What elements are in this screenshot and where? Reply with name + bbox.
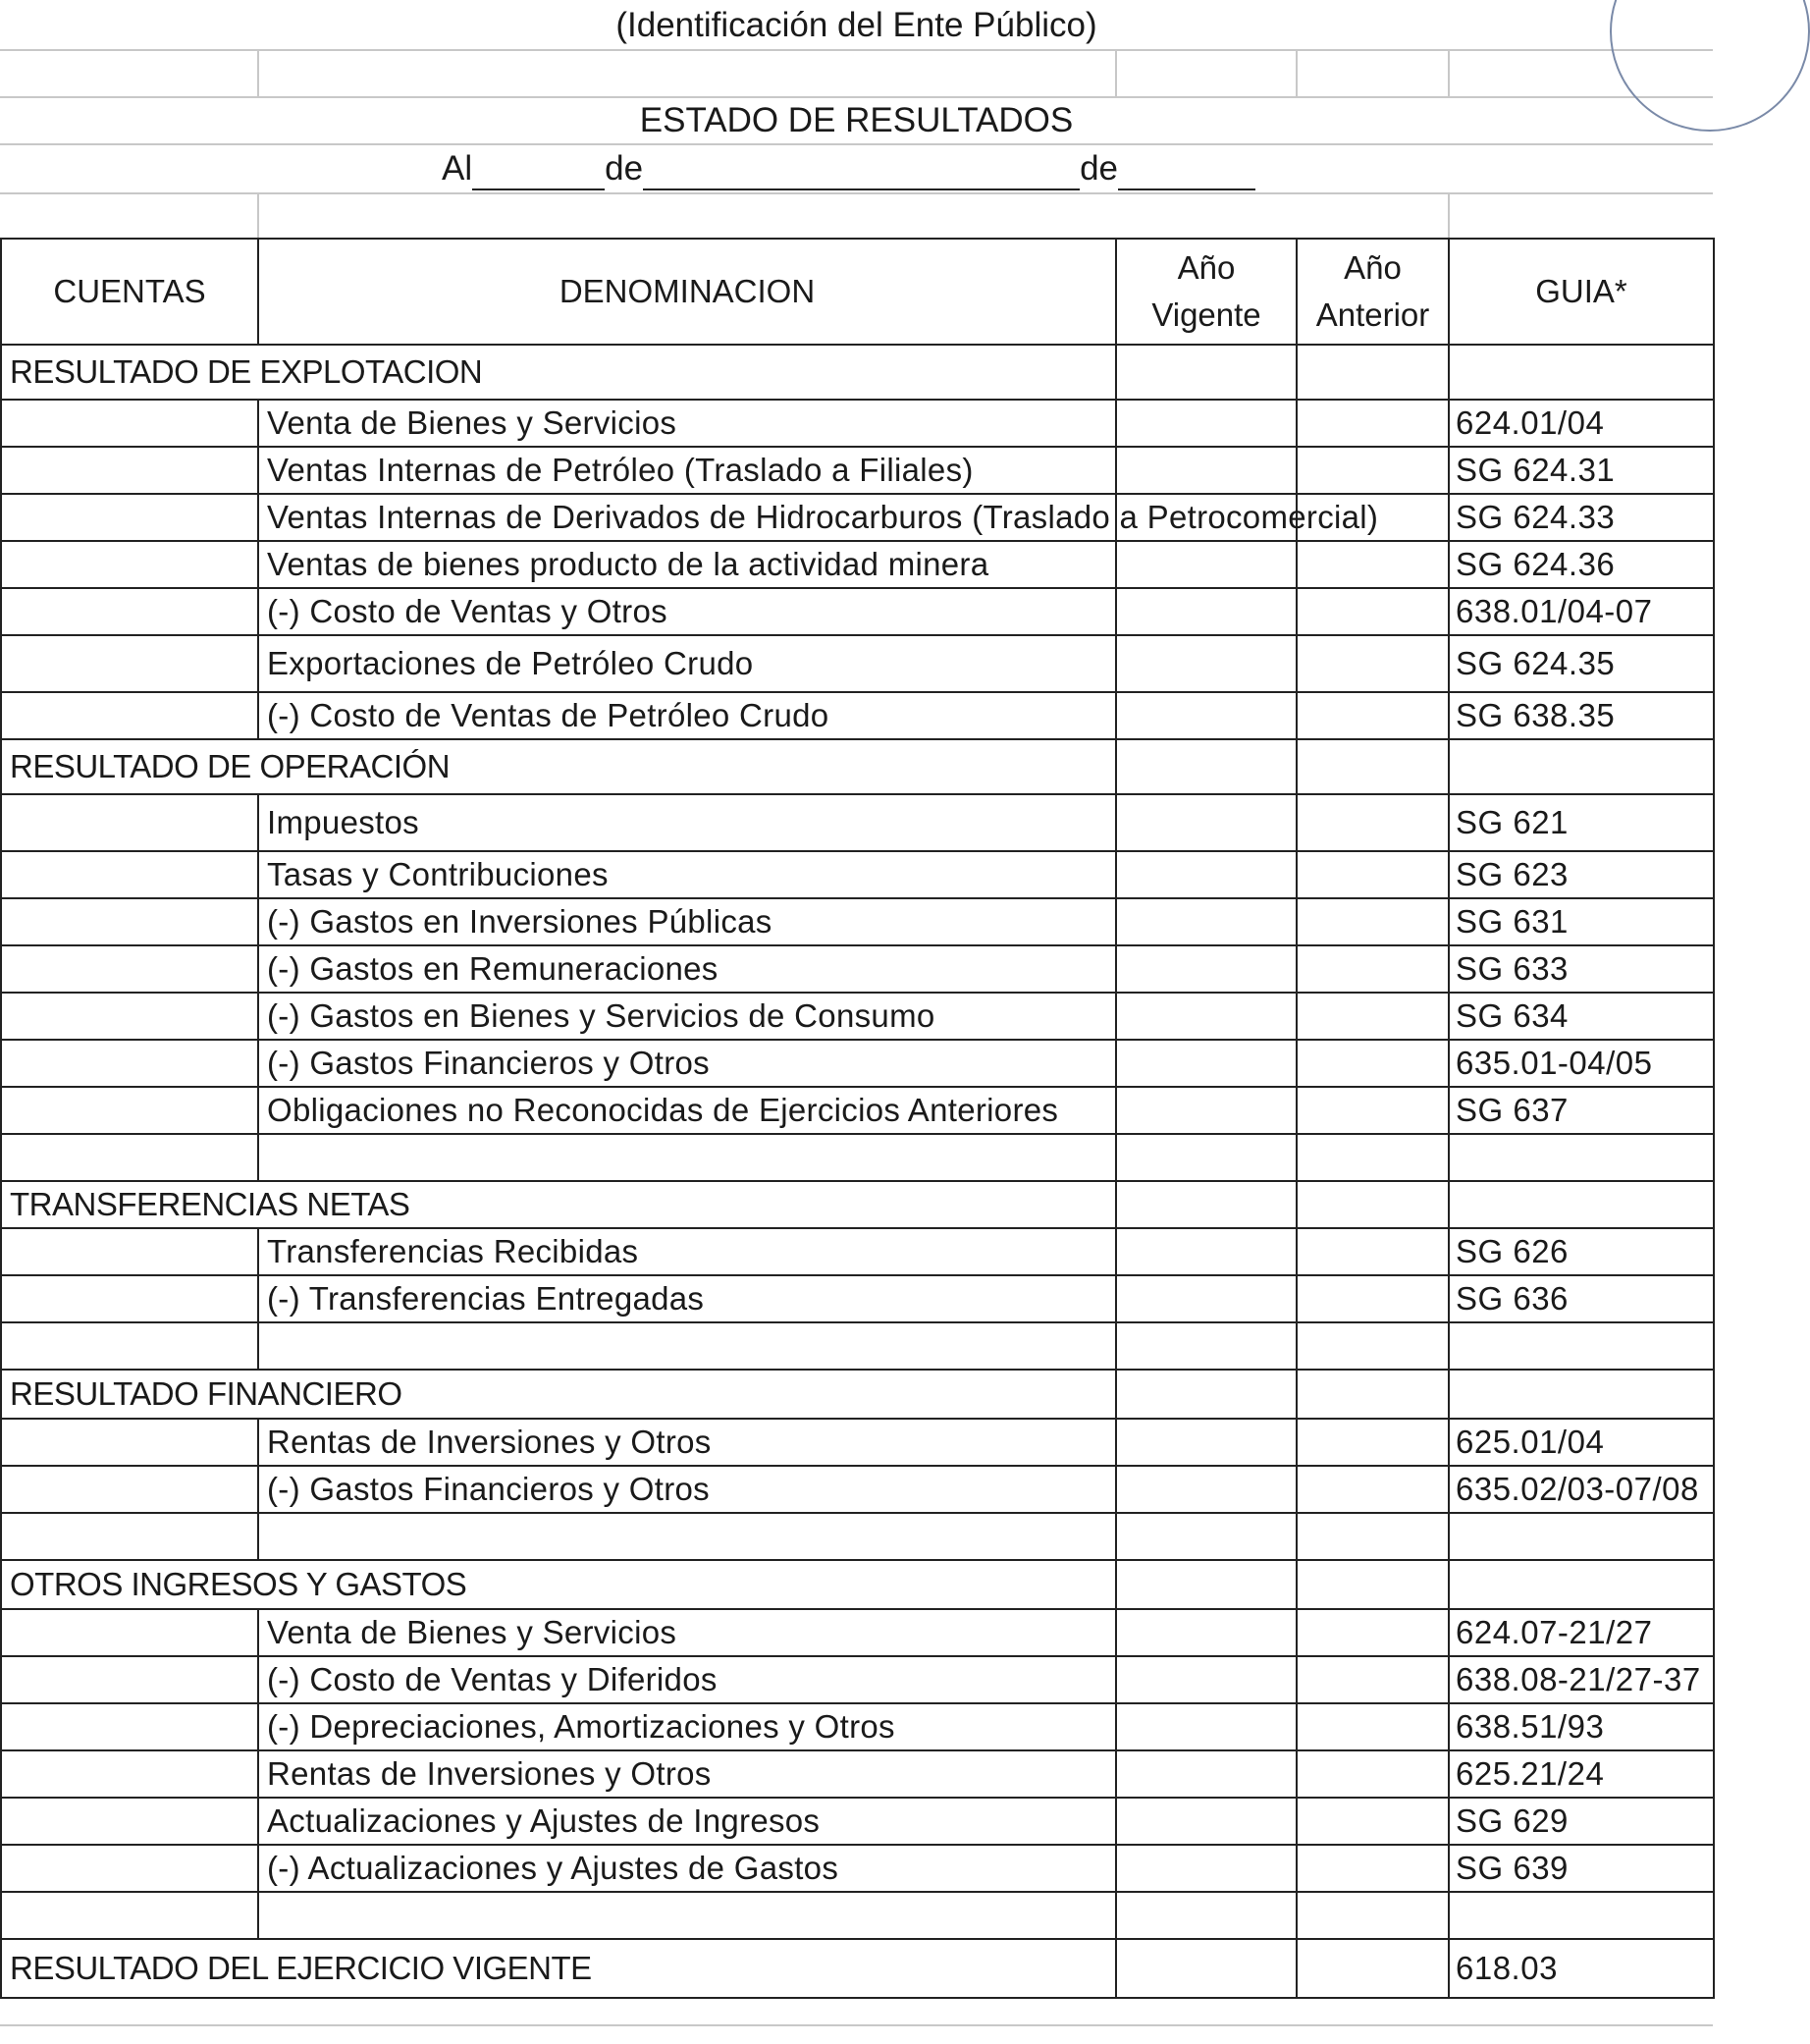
grid-line <box>257 49 259 96</box>
guia-cell: 635.02/03-07/08 <box>1449 1466 1714 1513</box>
amount-current-cell[interactable] <box>1116 400 1297 447</box>
account-row <box>1 993 1714 1040</box>
guia-cell: SG 624.33 <box>1449 494 1714 541</box>
grid-line <box>0 2024 1713 2026</box>
cuenta-cell <box>1 945 258 993</box>
denominacion-cell: Venta de Bienes y Servicios <box>258 400 1116 447</box>
amount-previous-cell[interactable] <box>1297 1040 1449 1087</box>
amount-current-cell[interactable] <box>1116 1798 1297 1845</box>
amount-previous-cell[interactable] <box>1297 945 1449 993</box>
denominacion-cell: (-) Gastos Financieros y Otros <box>258 1466 1116 1513</box>
denominacion-cell: Exportaciones de Petróleo Crudo <box>258 635 1116 692</box>
section-header-row <box>1 1181 1714 1228</box>
section-title: RESULTADO DE OPERACIÓN <box>1 739 1116 794</box>
cuenta-cell <box>1 1750 258 1798</box>
amount-current-cell[interactable] <box>1116 1419 1297 1466</box>
cuenta-cell <box>1 1040 258 1087</box>
cuenta-cell <box>1 1134 258 1181</box>
amount-previous-cell[interactable] <box>1297 1656 1449 1703</box>
cuenta-cell <box>1 447 258 494</box>
guia-cell: 624.01/04 <box>1449 400 1714 447</box>
grid-line <box>1296 49 1298 96</box>
section-header-row <box>1 1560 1714 1609</box>
guia-cell: SG 624.35 <box>1449 635 1714 692</box>
denominacion-cell: Venta de Bienes y Servicios <box>258 1609 1116 1656</box>
account-row <box>1 1656 1714 1703</box>
amount-previous-cell[interactable] <box>1297 588 1449 635</box>
guia-cell <box>1449 1370 1714 1419</box>
amount-current-cell[interactable] <box>1116 1703 1297 1750</box>
account-row <box>1 400 1714 447</box>
account-row <box>1 1845 1714 1892</box>
denominacion-cell <box>258 1322 1116 1370</box>
amount-previous-cell[interactable] <box>1297 541 1449 588</box>
amount-previous-cell[interactable] <box>1297 1798 1449 1845</box>
denominacion-cell: (-) Costo de Ventas de Petróleo Crudo <box>258 692 1116 739</box>
denominacion-cell: Obligaciones no Reconocidas de Ejercicios Anteriores <box>258 1087 1116 1134</box>
guia-cell: SG 631 <box>1449 898 1714 945</box>
amount-current-cell[interactable] <box>1116 1609 1297 1656</box>
amount-previous-cell[interactable] <box>1297 1750 1449 1798</box>
account-row <box>1 447 1714 494</box>
amount-previous-cell[interactable] <box>1297 898 1449 945</box>
col-header-denominacion: DENOMINACION <box>258 239 1116 345</box>
grid-line <box>1115 49 1117 96</box>
account-row <box>1 1275 1714 1322</box>
final-result-title: RESULTADO DEL EJERCICIO VIGENTE <box>1 1939 1116 1998</box>
amount-previous-cell[interactable] <box>1297 794 1449 851</box>
amount-previous-cell[interactable] <box>1297 1845 1449 1892</box>
account-row <box>1 1750 1714 1798</box>
amount-current-cell <box>1116 345 1297 400</box>
guia-cell: SG 626 <box>1449 1228 1714 1275</box>
guia-cell: SG 623 <box>1449 851 1714 898</box>
guia-cell: SG 624.36 <box>1449 541 1714 588</box>
entity-identification: (Identificación del Ente Público) <box>615 6 1097 44</box>
amount-current-cell[interactable] <box>1116 1656 1297 1703</box>
cuenta-cell <box>1 1513 258 1560</box>
col-header-anio-vigente <box>1116 239 1297 345</box>
cuenta-cell <box>1 1703 258 1750</box>
denominacion-cell: (-) Costo de Ventas y Otros <box>258 588 1116 635</box>
guia-cell: 638.51/93 <box>1449 1703 1714 1750</box>
amount-previous-cell[interactable] <box>1297 1228 1449 1275</box>
grid-line <box>1448 192 1450 238</box>
amount-current-cell[interactable] <box>1116 447 1297 494</box>
date-label-al: Al <box>442 149 473 188</box>
amount-previous-cell[interactable] <box>1297 1322 1449 1370</box>
date-label-de: de <box>1080 149 1118 188</box>
amount-previous-cell[interactable] <box>1297 1466 1449 1513</box>
denominacion-cell: (-) Costo de Ventas y Diferidos <box>258 1656 1116 1703</box>
guia-cell: SG 637 <box>1449 1087 1714 1134</box>
amount-previous-cell <box>1297 1370 1449 1419</box>
guia-cell: 618.03 <box>1449 1939 1714 1998</box>
account-row <box>1 1322 1714 1370</box>
amount-current-cell <box>1116 1370 1297 1419</box>
amount-current-cell[interactable] <box>1116 692 1297 739</box>
section-header-row <box>1 1370 1714 1419</box>
guia-cell <box>1449 1513 1714 1560</box>
section-title: RESULTADO FINANCIERO <box>1 1370 1116 1419</box>
denominacion-cell: (-) Gastos en Bienes y Servicios de Consumo <box>258 993 1116 1040</box>
cuenta-cell <box>1 692 258 739</box>
guia-cell <box>1449 1181 1714 1228</box>
denominacion-cell: Rentas de Inversiones y Otros <box>258 1750 1116 1798</box>
amount-current-cell[interactable] <box>1116 945 1297 993</box>
account-row <box>1 588 1714 635</box>
cuenta-cell <box>1 400 258 447</box>
col-header-text: Año <box>1177 249 1236 286</box>
guia-cell: 625.01/04 <box>1449 1419 1714 1466</box>
cuenta-cell <box>1 851 258 898</box>
guia-cell: SG 621 <box>1449 794 1714 851</box>
denominacion-cell: Ventas Internas de Petróleo (Traslado a Filiales) <box>258 447 1116 494</box>
date-line <box>442 147 1276 190</box>
column-header-row <box>1 239 1714 345</box>
year-blank[interactable] <box>1118 159 1255 190</box>
amount-current-cell[interactable] <box>1116 541 1297 588</box>
cuenta-cell <box>1 898 258 945</box>
denominacion-cell <box>258 1134 1116 1181</box>
amount-current-cell[interactable] <box>1116 1513 1297 1560</box>
amount-previous-cell[interactable] <box>1297 1134 1449 1181</box>
account-row <box>1 794 1714 851</box>
guia-cell: 638.01/04-07 <box>1449 588 1714 635</box>
section-header-row <box>1 345 1714 400</box>
col-header-guia: GUIA* <box>1449 239 1714 345</box>
amount-current-cell[interactable] <box>1116 1228 1297 1275</box>
amount-current-cell[interactable] <box>1116 635 1297 692</box>
amount-previous-cell[interactable] <box>1297 1087 1449 1134</box>
amount-previous-cell <box>1297 739 1449 794</box>
cuenta-cell <box>1 1419 258 1466</box>
denominacion-cell <box>258 1892 1116 1939</box>
denominacion-cell: Tasas y Contribuciones <box>258 851 1116 898</box>
amount-previous-cell[interactable] <box>1297 851 1449 898</box>
guia-cell <box>1449 1322 1714 1370</box>
denominacion-cell: Rentas de Inversiones y Otros <box>258 1419 1116 1466</box>
account-row <box>1 692 1714 739</box>
amount-previous-cell[interactable] <box>1297 635 1449 692</box>
guia-cell: SG 636 <box>1449 1275 1714 1322</box>
denominacion-cell: (-) Gastos Financieros y Otros <box>258 1040 1116 1087</box>
amount-current-cell[interactable] <box>1116 794 1297 851</box>
guia-cell <box>1449 1560 1714 1609</box>
cuenta-cell <box>1 494 258 541</box>
final-result-row <box>1 1939 1714 1998</box>
amount-current-cell[interactable] <box>1116 1892 1297 1939</box>
cuenta-cell <box>1 541 258 588</box>
denominacion-cell: Ventas de bienes producto de la actividad minera <box>258 541 1116 588</box>
amount-current-cell <box>1116 1560 1297 1609</box>
amount-previous-cell[interactable] <box>1297 1703 1449 1750</box>
guia-cell <box>1449 739 1714 794</box>
cuenta-cell <box>1 635 258 692</box>
cuenta-cell <box>1 1656 258 1703</box>
denominacion-cell <box>258 1513 1116 1560</box>
denominacion-cell: (-) Transferencias Entregadas <box>258 1275 1116 1322</box>
guia-cell: 625.21/24 <box>1449 1750 1714 1798</box>
cuenta-cell <box>1 993 258 1040</box>
amount-previous-cell[interactable] <box>1297 447 1449 494</box>
grid-line <box>0 143 1713 145</box>
account-row <box>1 494 1714 541</box>
account-row <box>1 1513 1714 1560</box>
col-header-anio-anterior <box>1297 239 1449 345</box>
amount-current-cell[interactable] <box>1116 1939 1297 1998</box>
amount-current-cell[interactable] <box>1116 1040 1297 1087</box>
guia-cell <box>1449 1134 1714 1181</box>
guia-cell <box>1449 1892 1714 1939</box>
cuenta-cell <box>1 1228 258 1275</box>
account-row <box>1 1040 1714 1087</box>
cuenta-cell <box>1 1798 258 1845</box>
denominacion-cell: (-) Gastos en Remuneraciones <box>258 945 1116 993</box>
amount-current-cell[interactable] <box>1116 851 1297 898</box>
col-header-text: Vigente <box>1151 296 1261 333</box>
amount-previous-cell[interactable] <box>1297 1513 1449 1560</box>
account-row <box>1 1703 1714 1750</box>
grid-line <box>257 192 259 238</box>
cuenta-cell <box>1 1845 258 1892</box>
amount-current-cell[interactable] <box>1116 1322 1297 1370</box>
amount-previous-cell[interactable] <box>1297 1939 1449 1998</box>
cuenta-cell <box>1 1609 258 1656</box>
account-row <box>1 1134 1714 1181</box>
account-row <box>1 1419 1714 1466</box>
guia-cell: SG 633 <box>1449 945 1714 993</box>
guia-cell: SG 624.31 <box>1449 447 1714 494</box>
amount-previous-cell[interactable] <box>1297 692 1449 739</box>
amount-previous-cell <box>1297 1560 1449 1609</box>
amount-current-cell <box>1116 739 1297 794</box>
account-row <box>1 1798 1714 1845</box>
date-label-de: de <box>605 149 644 188</box>
amount-current-cell[interactable] <box>1116 1845 1297 1892</box>
month-blank[interactable] <box>643 159 1080 190</box>
amount-previous-cell <box>1297 1181 1449 1228</box>
denominacion-cell: Actualizaciones y Ajustes de Ingresos <box>258 1798 1116 1845</box>
account-row <box>1 1892 1714 1939</box>
section-header-row <box>1 739 1714 794</box>
denominacion-cell: Impuestos <box>258 794 1116 851</box>
amount-current-cell[interactable] <box>1116 1275 1297 1322</box>
account-row <box>1 851 1714 898</box>
guia-cell: 624.07-21/27 <box>1449 1609 1714 1656</box>
guia-cell: SG 638.35 <box>1449 692 1714 739</box>
account-row <box>1 1466 1714 1513</box>
amount-current-cell <box>1116 1181 1297 1228</box>
amount-previous-cell[interactable] <box>1297 1892 1449 1939</box>
cuenta-cell <box>1 1275 258 1322</box>
amount-previous-cell[interactable] <box>1297 1419 1449 1466</box>
guia-cell: SG 639 <box>1449 1845 1714 1892</box>
cuenta-cell <box>1 1466 258 1513</box>
amount-previous-cell[interactable] <box>1297 993 1449 1040</box>
amount-previous-cell[interactable] <box>1297 400 1449 447</box>
guia-cell: 638.08-21/27-37 <box>1449 1656 1714 1703</box>
cuenta-cell <box>1 794 258 851</box>
cuenta-cell <box>1 1892 258 1939</box>
account-row <box>1 1228 1714 1275</box>
amount-current-cell[interactable] <box>1116 1134 1297 1181</box>
amount-previous-cell[interactable] <box>1297 1609 1449 1656</box>
denominacion-cell: (-) Depreciaciones, Amortizaciones y Otros <box>258 1703 1116 1750</box>
income-statement-table <box>0 238 1715 1999</box>
account-row <box>1 635 1714 692</box>
denominacion-cell: Ventas Internas de Derivados de Hidrocarburos (Traslado a Petrocomercial) <box>258 494 1116 541</box>
denominacion-cell: (-) Gastos en Inversiones Públicas <box>258 898 1116 945</box>
cuenta-cell <box>1 588 258 635</box>
amount-current-cell[interactable] <box>1116 1087 1297 1134</box>
col-header-text: Año <box>1344 249 1402 286</box>
section-title: RESULTADO DE EXPLOTACION <box>1 345 1116 400</box>
denominacion-cell: Transferencias Recibidas <box>258 1228 1116 1275</box>
cuenta-cell <box>1 1322 258 1370</box>
guia-cell: 635.01-04/05 <box>1449 1040 1714 1087</box>
amount-current-cell[interactable] <box>1116 993 1297 1040</box>
amount-current-cell[interactable] <box>1116 1750 1297 1798</box>
guia-cell: SG 629 <box>1449 1798 1714 1845</box>
account-row <box>1 1609 1714 1656</box>
amount-previous-cell[interactable] <box>1297 1275 1449 1322</box>
col-header-cuentas: CUENTAS <box>1 239 258 345</box>
section-title: OTROS INGRESOS Y GASTOS <box>1 1560 1116 1609</box>
account-row <box>1 945 1714 993</box>
account-row <box>1 1087 1714 1134</box>
statement-title: ESTADO DE RESULTADOS <box>639 101 1074 139</box>
col-header-text: Anterior <box>1315 296 1430 333</box>
account-row <box>1 898 1714 945</box>
amount-current-cell[interactable] <box>1116 1466 1297 1513</box>
denominacion-cell: (-) Actualizaciones y Ajustes de Gastos <box>258 1845 1116 1892</box>
day-blank[interactable] <box>472 159 605 190</box>
amount-previous-cell <box>1297 345 1449 400</box>
section-title: TRANSFERENCIAS NETAS <box>1 1181 1116 1228</box>
guia-cell <box>1449 345 1714 400</box>
cuenta-cell <box>1 1087 258 1134</box>
amount-current-cell[interactable] <box>1116 898 1297 945</box>
account-row <box>1 541 1714 588</box>
guia-cell: SG 634 <box>1449 993 1714 1040</box>
grid-line <box>1448 49 1450 96</box>
amount-current-cell[interactable] <box>1116 588 1297 635</box>
